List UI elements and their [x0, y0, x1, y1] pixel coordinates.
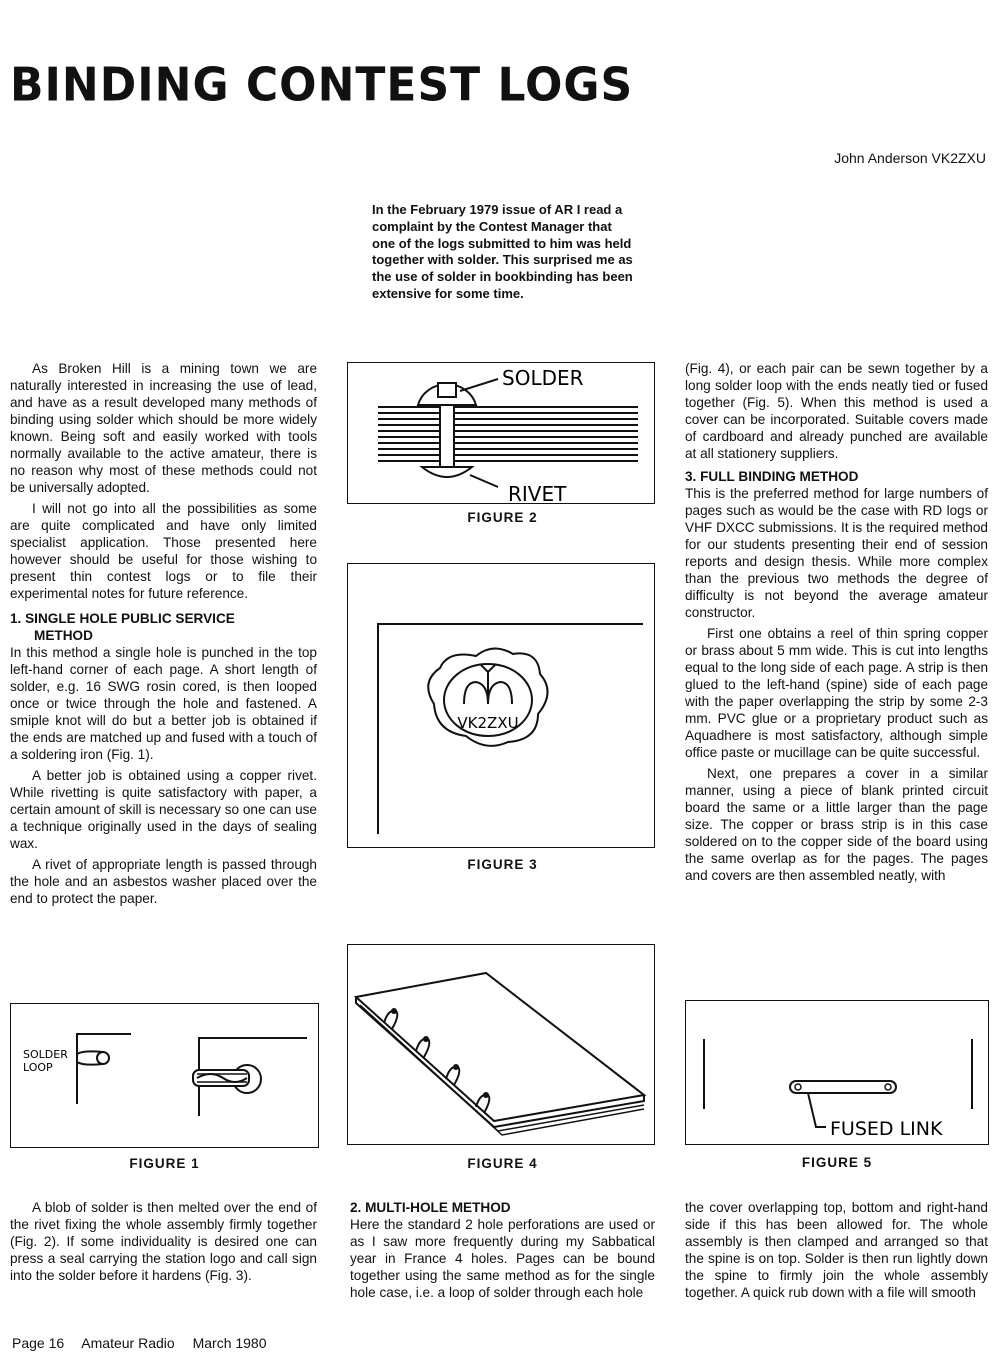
rivet-label: RIVET	[508, 482, 567, 502]
fused-link-icon	[790, 1081, 896, 1093]
paragraph: Here the standard 2 hole perforations are used or as I saw more frequently during my Sabbatical year in France 4 holes. Pages can be bound together using the same method as for the single hole case, i.e. a loop of solder through each hole	[350, 1217, 655, 1300]
paragraph: This is the preferred method for large numbers of pages such as would be the case with RD logs or VHF DXCC submissions. It is the required method for our students presenting their end of session reports and design thesis. While more complex than the previous two methods the degree of difficulty is not beyond the average amateur constructor.	[685, 486, 988, 620]
section-heading-1-cont: METHOD	[34, 628, 93, 643]
issue-date: March 1980	[192, 1335, 267, 1351]
figure-3-box	[347, 563, 655, 848]
figure-5-caption: FIGURE 5	[801, 1155, 873, 1170]
figure-3-caption: FIGURE 3	[467, 857, 538, 872]
paragraph: First one obtains a reel of thin spring copper or brass about 5 mm wide. This is cut into lengths equal to the long side of each page. A strip is then glued to the left-hand (spine) side of each page with the paper overlapping the strip by some 2-3 mm. PVC glue or a proprietary product such as Aquadhere is most satisfactory, although simple office paste or mucillage can be quite successful.	[685, 626, 988, 760]
author-byline: John Anderson VK2ZXU	[834, 150, 986, 166]
paragraph: As Broken Hill is a mining town we are naturally interested in increasing the use of lead, and have as a result developed many methods of binding using solder which should be more widely known. Being soft and easily worked with tools normally available to the active amateur, there is no reason why most of these methods could not be universally adopted.	[10, 361, 317, 495]
paragraph: A better job is obtained using a copper rivet. While rivetting is quite satisfactory with paper, a certain amount of skill is necessary so one can use a technique originally used in the days of sealing wax.	[10, 768, 317, 851]
section-heading-3: 3. FULL BINDING METHOD	[685, 469, 859, 484]
punched-hole-icon	[97, 1052, 109, 1064]
fused-link-label: FUSED LINK	[830, 1118, 943, 1140]
figure-4-box	[347, 944, 655, 1145]
paragraph: Next, one prepares a cover in a similar manner, using a piece of blank printed circuit board the same or a little larger than the page size. The copper or brass strip is in this case soldered on to the copper side of the board using the same overlap as for the pages. The pages and covers are then assembled neatly, with	[685, 766, 988, 883]
paragraph: In this method a single hole is punched in the top left-hand corner of each page. A short length of solder, e.g. 16 SWG rosin cored, is then looped once or twice through the hole and fastened. A smiple knot will do but a better job is obtained if the ends are matched up and fused with a touch of a soldering iron (Fig. 1).	[10, 645, 317, 762]
figure-2-caption: FIGURE 2	[467, 510, 538, 525]
column-2-lower	[350, 1199, 655, 1301]
figure-2-drawing	[348, 363, 653, 502]
figure-1-caption: FIGURE 1	[129, 1156, 200, 1171]
column-3-upper	[685, 360, 988, 884]
column-1-lower	[10, 1199, 317, 1284]
solder-loop-label: LOOP	[23, 1061, 53, 1074]
section-heading-1: 1. SINGLE HOLE PUBLIC SERVICE	[10, 611, 235, 626]
figure-1-box	[10, 1003, 319, 1148]
seal-callsign: VK2ZXU	[457, 714, 519, 732]
column-3-lower	[685, 1199, 988, 1301]
paragraph: (Fig. 4), or each pair can be sewn together by a long solder loop with the ends neatly tied or fused together (Fig. 5). When this method is used a cover can be incorporated. Suitable covers made of cardboard and already punched are available at all stationery suppliers.	[685, 361, 988, 461]
paragraph: I will not go into all the possibilities as some are quite complicated and have only limited specialist application. Those presented here however should be useful for those wishing to present thin contest logs or to file their experimental notes for future reference.	[10, 501, 317, 601]
paragraph: the cover overlapping top, bottom and right-hand side if this has been allowed for. The whole assembly is then clamped and arranged so that the spine is on top. Solder is then run lightly down the spine to firmly join the whole assembly together. A quick rub down with a file will smooth	[685, 1200, 988, 1300]
solder-label: SOLDER	[502, 366, 584, 390]
figure-3-drawing	[348, 564, 653, 846]
figure-4-drawing	[348, 945, 653, 1143]
figure-5-drawing	[686, 1001, 987, 1143]
section-heading-2: 2. MULTI-HOLE METHOD	[350, 1200, 511, 1215]
solder-loop-label: SOLDER	[23, 1048, 68, 1061]
column-1-upper	[10, 360, 317, 907]
intro-paragraph: In the February 1979 issue of AR I read a complaint by the Contest Manager that one of the logs submitted to him was held together with solder. This surprised me as the use of solder in bookbinding has been extensive for some time.	[372, 202, 633, 301]
booklet-icon	[356, 973, 644, 1121]
paragraph: A blob of solder is then melted over the end of the rivet fixing the whole assembly firmly together (Fig. 2). If some individuality is desired one can press a seal carrying the station logo and call sign into the solder before it hardens (Fig. 3).	[10, 1200, 317, 1283]
solder-loop-icon	[193, 1070, 249, 1086]
paragraph: A rivet of appropriate length is passed through the hole and an asbestos washer placed over the end to protect the paper.	[10, 857, 317, 906]
magazine-name: Amateur Radio	[81, 1335, 175, 1351]
figure-1-drawing	[11, 1004, 317, 1146]
figure-5-box	[685, 1000, 989, 1145]
article-title: BINDING CONTEST LOGS	[10, 58, 634, 113]
page-number: Page 16	[12, 1335, 65, 1351]
figure-4-caption: FIGURE 4	[467, 1156, 538, 1171]
figure-2-box	[347, 362, 655, 504]
page-footer	[12, 1335, 281, 1351]
